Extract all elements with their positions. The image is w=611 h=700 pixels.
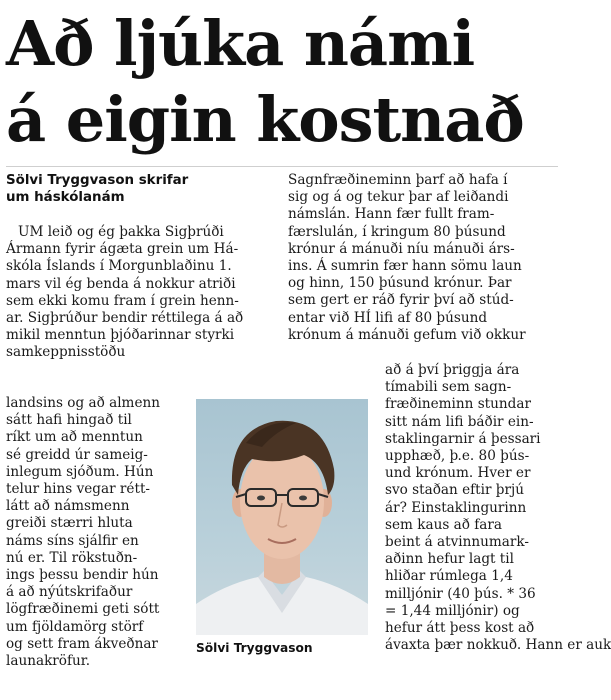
text-line: að á því þriggja ára: [385, 362, 520, 378]
text-line: sig og á og tekur þar af leiðandi: [288, 189, 509, 206]
text-line: mars vil ég benda á nokkur atriði: [6, 275, 236, 292]
text-line: landsins og að almenn: [6, 395, 160, 411]
text-line: og sett fram ákveðnar: [6, 635, 158, 652]
text-line: telur hins vegar rétt-: [6, 481, 150, 498]
text-line: hefur átt þess kost að: [385, 620, 535, 637]
text-line: krónum á mánuði gefum við okkur: [288, 326, 526, 343]
text-line: færslulán, í kringum 80 þúsund: [288, 223, 506, 240]
text-line: sem kaus að fara: [385, 516, 502, 533]
text-line: fræðineminn stundar: [385, 396, 531, 413]
author-portrait-image: [196, 399, 368, 635]
text-line: ins. Á sumrin fær hann sömu laun: [288, 258, 522, 275]
byline-line-2: um háskólanám: [6, 190, 125, 205]
text-line: ár? Einstaklingurinn: [385, 499, 527, 516]
text-line: sem ekki komu fram í grein henn-: [6, 292, 239, 309]
text-line: ríkt um að menntun: [6, 429, 143, 446]
article-body-left: [6, 224, 276, 362]
headline-line-1: Að ljúka námi: [6, 7, 475, 80]
text-line: nú er. Til rökstuðn-: [6, 549, 138, 566]
text-line: sátt hafi hingað til: [6, 412, 132, 429]
text-line: svo staðan eftir þrjú: [385, 482, 524, 499]
text-line: sem gert er ráð fyrir því að stúd-: [288, 292, 514, 309]
text-line: krónur á mánuði níu mánuði árs-: [288, 240, 515, 257]
byline: [6, 172, 276, 206]
byline-line-1: Sölvi Tryggvason skrifar: [6, 173, 189, 188]
text-line: á að nýútskrifaður: [6, 584, 133, 601]
text-line: samkeppnisstöðu: [6, 344, 126, 361]
text-line: sitt nám lifi báðir ein-: [385, 413, 534, 430]
headline-divider: [6, 166, 558, 167]
headline: [6, 6, 558, 158]
photo-caption: Sölvi Tryggvason: [196, 641, 313, 655]
text-line: ings þessu bendir hún: [6, 567, 159, 584]
text-line: Ármann fyrir ágæta grein um Há-: [6, 241, 239, 258]
author-photo: [196, 399, 368, 635]
text-line: = 1,44 milljónir) og: [385, 602, 520, 619]
article-body-left-narrow: [6, 395, 192, 670]
text-line: milljónir (40 þús. * 36: [385, 585, 536, 602]
text-line: látt að námsmenn: [6, 498, 130, 515]
text-line: skóla Íslands í Morgunblaðinu 1.: [6, 258, 232, 275]
article-body-right-narrow: [385, 362, 611, 654]
text-line: Sagnfræðineminn þarf að hafa í: [288, 172, 508, 188]
text-line: und krónum. Hver er: [385, 465, 531, 482]
text-line: og hinn, 150 þúsund krónur. Þar: [288, 275, 512, 292]
text-line: námslán. Hann fær fullt fram-: [288, 206, 495, 223]
text-line: lögfræðinemi geti sótt: [6, 601, 160, 618]
text-line: inlegum sjóðum. Hún: [6, 463, 154, 480]
text-line: um fjöldamörg störf: [6, 618, 144, 635]
text-line: greiði stærri hluta: [6, 515, 133, 532]
headline-line-2: á eigin kostnað: [6, 83, 524, 156]
text-line: hliðar rúmlega 1,4: [385, 568, 513, 585]
text-line: ar. Sigþrúður bendir réttilega á að: [6, 310, 244, 327]
text-line: entar við HÍ lifi af 80 þúsund: [288, 309, 488, 326]
text-line: sé greidd úr sameig-: [6, 446, 148, 463]
text-line: náms síns sjálfir en: [6, 532, 139, 549]
text-line: ávaxta þær nokkuð. Hann er auk: [385, 637, 611, 654]
article-body-right: [288, 172, 558, 344]
text-line: aðinn hefur lagt til: [385, 551, 514, 568]
text-line: launakröfur.: [6, 653, 91, 670]
text-line: staklingarnir á þessari: [385, 430, 541, 447]
text-line: upphæð, þ.e. 80 þús-: [385, 448, 530, 465]
text-line: tímabili sem sagn-: [385, 379, 512, 396]
text-line: mikil menntun þjóðarinnar styrki: [6, 327, 235, 344]
text-line: UM leið og ég þakka Sigþrúði: [18, 224, 224, 240]
text-line: beint á atvinnumark-: [385, 534, 530, 551]
